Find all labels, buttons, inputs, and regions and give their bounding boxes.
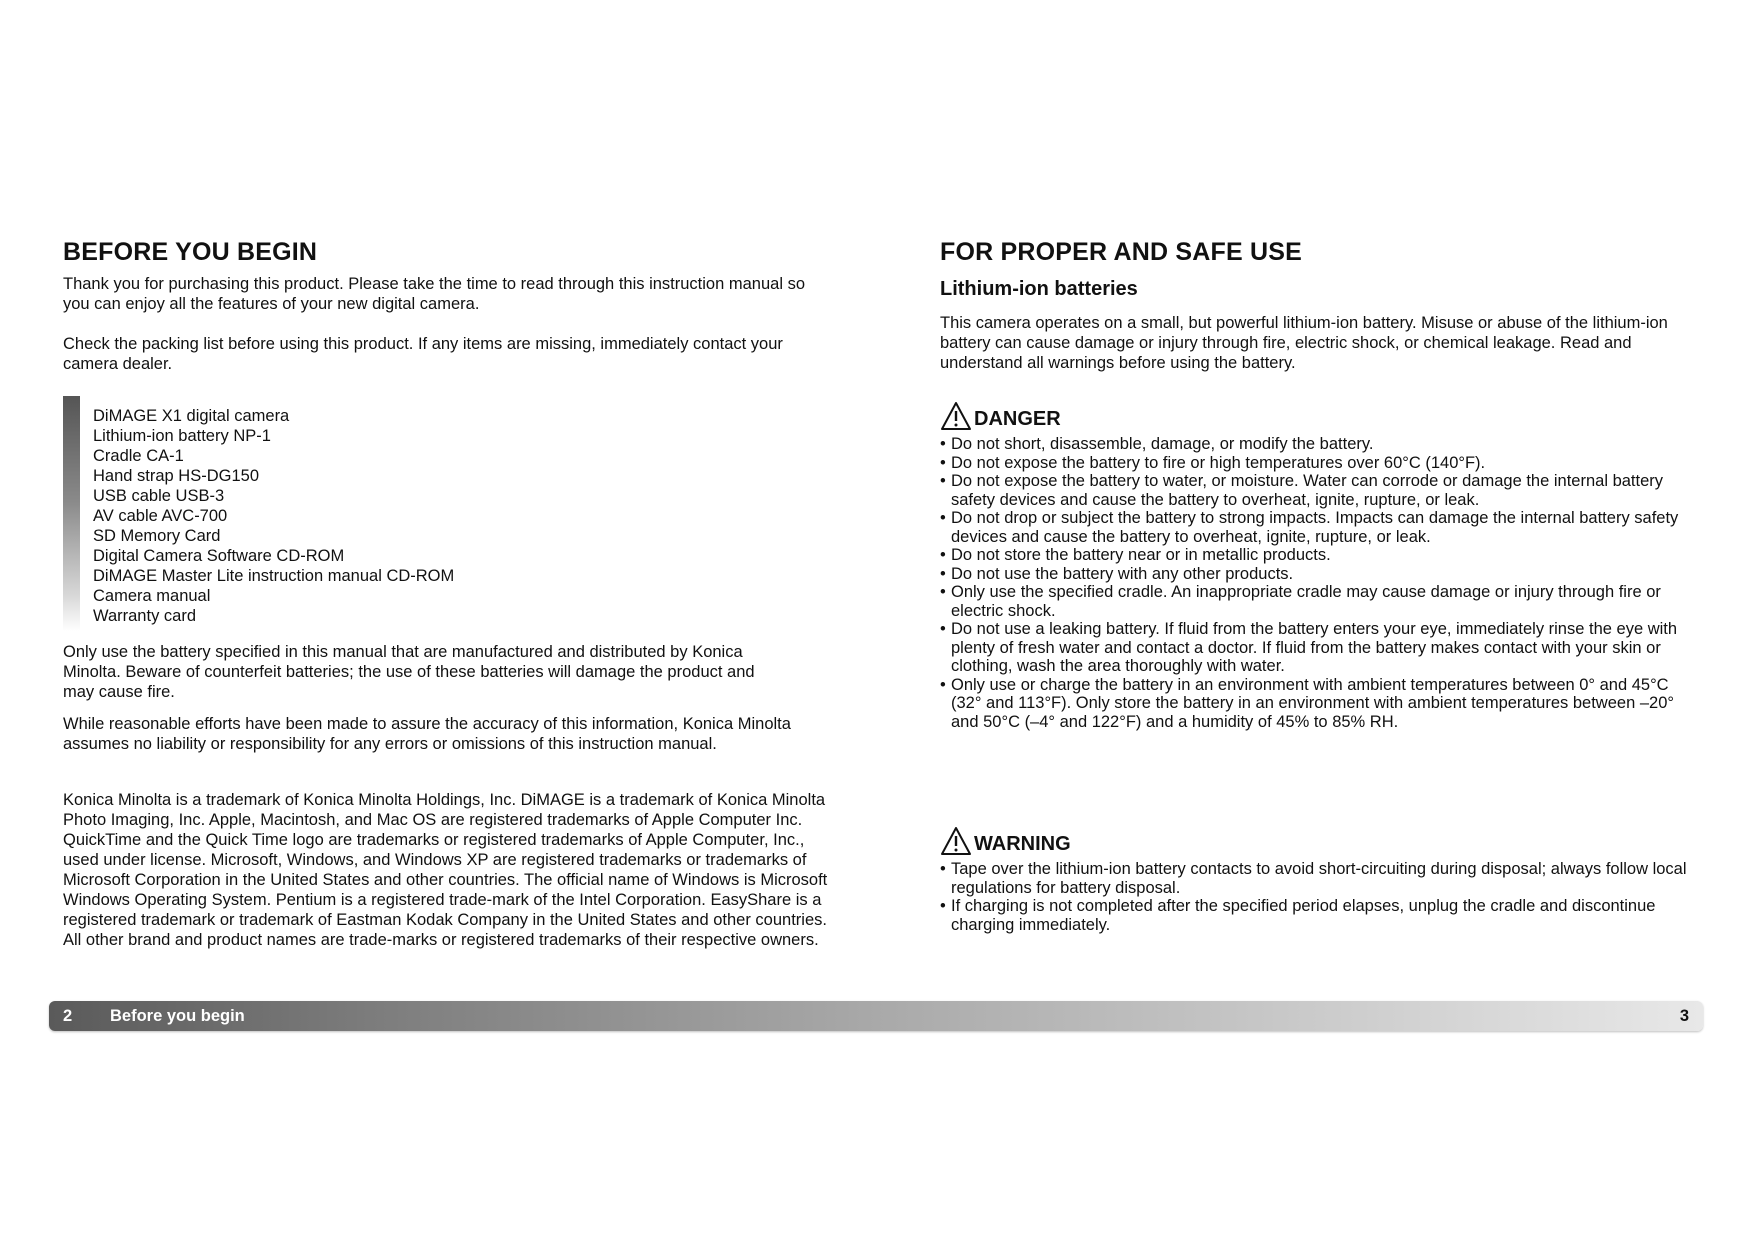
page-title-before-you-begin: BEFORE YOU BEGIN bbox=[63, 238, 318, 266]
packing-item: Digital Camera Software CD-ROM bbox=[93, 547, 345, 565]
warning-triangle-icon bbox=[940, 401, 972, 431]
danger-item: • Only use the specified cradle. An inappropriate cradle may cause damage or injury through fire or electric shock. bbox=[940, 583, 1700, 620]
danger-heading bbox=[940, 397, 1700, 431]
packing-item: USB cable USB-3 bbox=[93, 487, 225, 505]
warning-triangle-icon bbox=[940, 826, 972, 856]
danger-item: • Do not drop or subject the battery to strong impacts. Impacts can damage the internal battery safety devices and cause the battery to overheat, ignite, rupture, or leak. bbox=[940, 509, 1700, 546]
packing-item: Hand strap HS-DG150 bbox=[93, 467, 259, 485]
footer-bar bbox=[49, 1001, 1703, 1031]
battery-note-paragraph: Only use the battery specified in this manual that are manufactured and distributed by Konica Minolta. Beware of counterfeit batteries; the use of these batteries will damage the product and may cause fire. bbox=[63, 643, 755, 701]
left-page bbox=[63, 232, 828, 949]
danger-label: DANGER bbox=[974, 408, 1061, 430]
packing-list-bar bbox=[63, 396, 80, 631]
check-packing-paragraph: Check the packing list before using this product. If any items are missing, immediately contact your camera dealer. bbox=[63, 335, 783, 373]
packing-item: DiMAGE X1 digital camera bbox=[93, 407, 290, 425]
trademarks-paragraph: Konica Minolta is a trademark of Konica Minolta Holdings, Inc. DiMAGE is a trademark of Konica Minolta Photo Imaging, Inc. Apple, Macintosh, and Mac OS are registered trademarks of Apple Computer Inc. QuickTime and the Quick Time logo are trademarks or registered trademarks of Apple Computer, Inc., used under license. Microsoft, Windows, and Windows XP are registered trademarks or trademarks of Microsoft Corporation in the United States and other countries. The official name of Windows is Microsoft Windows Operating System. Pentium is a registered trade-mark of the Intel Corporation. EasyShare is a registered trademark or trademark of Eastman Kodak Company in the United States and other countries. All other brand and product names are trade-marks or registered trademarks of their respective owners. bbox=[63, 791, 828, 949]
liability-paragraph: While reasonable efforts have been made to assure the accuracy of this information, Konica Minolta assumes no liability or responsibility for any errors or omissions of this instruction manual. bbox=[63, 715, 791, 753]
page-number-right: 3 bbox=[1679, 1007, 1689, 1025]
warning-list bbox=[940, 860, 1700, 934]
right-page bbox=[940, 232, 1700, 934]
warning-label: WARNING bbox=[974, 833, 1071, 855]
danger-item: • Do not use a leaking battery. If fluid from the battery enters your eye, immediately rinse the eye with plenty of fresh water and contact a doctor. If fluid from the battery makes contact with your skin or clothing, wash the area thoroughly with water. bbox=[940, 620, 1700, 676]
danger-section bbox=[940, 397, 1700, 731]
packing-item: DiMAGE Master Lite instruction manual CD-ROM bbox=[93, 567, 455, 585]
warning-heading bbox=[940, 822, 1700, 856]
packing-item: Camera manual bbox=[93, 587, 211, 605]
packing-item: Warranty card bbox=[93, 607, 196, 625]
section-subtitle: Lithium-ion batteries bbox=[940, 278, 1138, 300]
warning-section bbox=[940, 822, 1700, 934]
warning-item: • Tape over the lithium-ion battery contacts to avoid short-circuiting during disposal; always follow local regulations for battery disposal. bbox=[940, 860, 1700, 897]
danger-item: • Do not short, disassemble, damage, or modify the battery. bbox=[940, 435, 1700, 454]
danger-item: • Do not store the battery near or in metallic products. bbox=[940, 546, 1700, 565]
packing-item: SD Memory Card bbox=[93, 527, 221, 545]
danger-item: • Do not expose the battery to water, or moisture. Water can corrode or damage the internal battery safety devices and cause the battery to overheat, ignite, rupture, or leak. bbox=[940, 472, 1700, 509]
danger-list bbox=[940, 435, 1700, 731]
footer-section-title: Before you begin bbox=[110, 1007, 245, 1025]
danger-item: • Only use or charge the battery in an environment with ambient temperatures between 0° and 45°C (32° and 113°F). Only store the battery in an environment with ambient temperatures between –20° and 50°C (–4° and 122°F) and a humidity of 45% to 85% RH. bbox=[940, 676, 1700, 732]
page-title-proper-safe-use: FOR PROPER AND SAFE USE bbox=[940, 238, 1303, 266]
packing-list bbox=[63, 396, 623, 631]
packing-item: Cradle CA-1 bbox=[93, 447, 184, 465]
intro-paragraph: Thank you for purchasing this product. Please take the time to read through this instruction manual so you can enjoy all the features of your new digital camera. bbox=[63, 275, 805, 313]
danger-item: • Do not use the battery with any other products. bbox=[940, 565, 1700, 584]
warning-item: • If charging is not completed after the specified period elapses, unplug the cradle and discontinue charging immediately. bbox=[940, 897, 1700, 934]
page-number-left: 2 bbox=[63, 1007, 73, 1025]
packing-list-items bbox=[93, 406, 454, 626]
danger-item: • Do not expose the battery to fire or high temperatures over 60°C (140°F). bbox=[940, 454, 1700, 473]
packing-item: AV cable AVC-700 bbox=[93, 507, 228, 525]
battery-intro-paragraph: This camera operates on a small, but powerful lithium-ion battery. Misuse or abuse of the lithium-ion battery can cause damage or injury through fire, electric shock, or chemical leakage. Read and understand all warnings before using the battery. bbox=[940, 314, 1668, 372]
packing-item: Lithium-ion battery NP-1 bbox=[93, 427, 271, 445]
